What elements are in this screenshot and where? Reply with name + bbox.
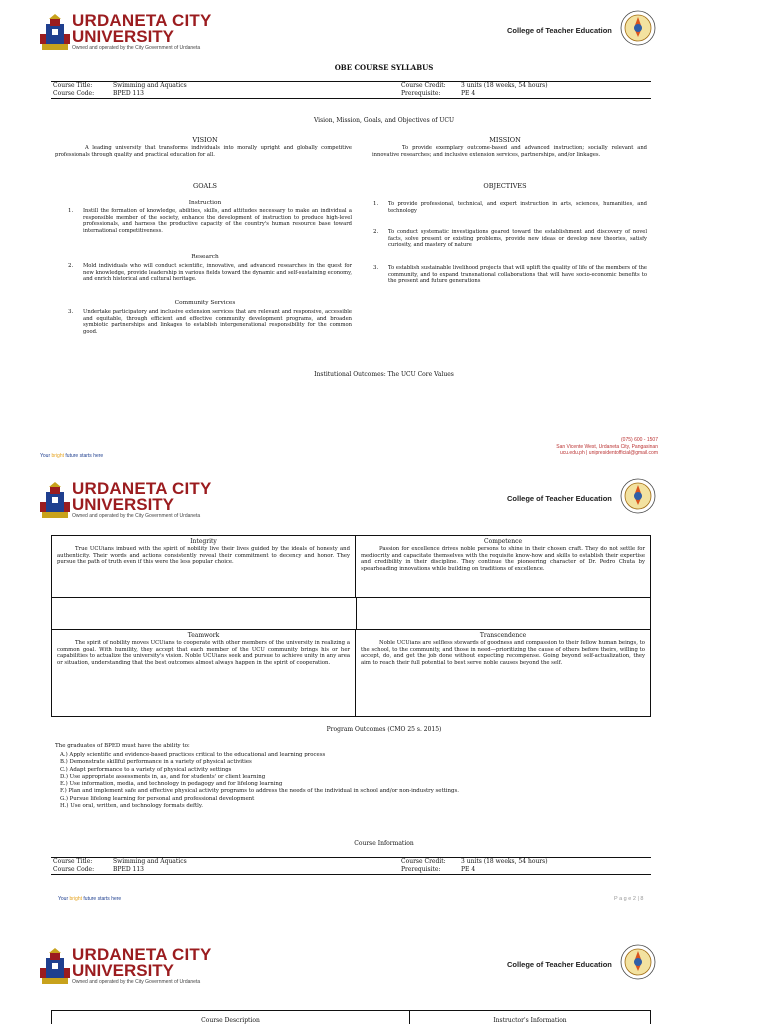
course-title-value: Swimming and Aquatics (113, 82, 187, 89)
vision-heading: VISION (192, 136, 218, 144)
course-info-table-2 (51, 857, 651, 875)
value-integrity (52, 536, 356, 598)
program-outcome-item: B.) Demonstrate skillful performance in a variety of physical activities (60, 759, 252, 766)
course-credit-value: 3 units (18 weeks, 54 hours) (461, 858, 548, 865)
program-outcome-item: H.) Use oral, written, and technology formats deftly. (60, 803, 203, 810)
course-code-label: Course Code: (53, 866, 95, 873)
course-code-value: BPED 113 (113, 90, 144, 97)
course-information-title: Course Information (354, 840, 414, 847)
footer-tagline: Your bright future starts here (58, 896, 122, 902)
tower-logo-icon (40, 14, 70, 52)
goal-3-text: Undertake participatory and inclusive extension services that are relevant and responsive, accessible and equitable, through efficient and effective community development programs, and broaden symbiotic partnerships and linkages to establish intergenerational responsibility for the common good. (83, 309, 352, 335)
college-seal-icon (620, 944, 656, 980)
program-outcome-item: A.) Apply scientific and evidence-based practices critical to the educational and learning process (60, 752, 326, 758)
course-credit-value: 3 units (18 weeks, 54 hours) (461, 82, 548, 89)
footer-contact-block (556, 437, 658, 457)
value-teamwork (52, 630, 356, 716)
university-name-line2: UNIVERSITY (72, 495, 175, 514)
course-title-label: Course Title: (53, 858, 93, 865)
university-name-line1: URDANETA CITY (72, 945, 212, 964)
page-header-3 (0, 944, 768, 992)
program-outcome-item: C.) Adapt performance to a variety of physical activity settings (60, 766, 232, 773)
program-outcome-item: E.) Use information, media, and technology in pedagogy and for lifelong learning (60, 781, 283, 788)
course-info-table (51, 81, 651, 99)
value-transcendence (356, 630, 650, 716)
footer-phone: (075) 600 - 1507 (621, 437, 658, 443)
course-title-label: Course Title: (53, 82, 93, 89)
goal-2-text: Mold individuals who will conduct scientific, innovative, and advanced researches in the quest for new knowledge, provide leadership in various fields toward the dynamic and self-sustaining economy, and enrich historical and cultural heritage. (83, 263, 352, 283)
tower-logo-icon (40, 948, 70, 986)
college-name: College of Teacher Education (507, 494, 612, 503)
tower-logo-icon (40, 482, 70, 520)
value-title: Transcendence (479, 632, 527, 639)
value-title: Competence (483, 538, 523, 545)
objective-1-text: To provide professional, technical, and expert instruction in arts, sciences, humanities, and technology (388, 201, 647, 214)
objective-3-number: 3. (373, 265, 379, 271)
program-outcome-item: G.) Pursue lifelong learning for personal and professional development (60, 795, 255, 802)
program-outcome-item: D.) Use appropriate assessments in, as, and for students' or client learning (60, 773, 266, 780)
course-credit-label: Course Credit: (401, 82, 446, 89)
value-title: Integrity (190, 538, 217, 545)
program-outcomes-list (60, 752, 459, 810)
goal-1-text: Instill the formation of knowledge, abilities, skills, and attitudes necessary to make an individual a responsible member of the society, enhance the development of instruction to produce high-level professionals, and harness the productive capacity of the country's human resource base toward international competitiveness. (83, 208, 352, 234)
core-values-table (51, 535, 651, 717)
objective-2-text: To conduct systematic investigations geared toward the establishment and discovery of novel facts, solve present or existing problems, provide new ideas or develop new theories, satisfy curiosity, and mastery of nature (388, 229, 647, 249)
college-name: College of Teacher Education (507, 26, 612, 35)
prerequisite-label: Prerequisite: (401, 866, 441, 873)
syllabus-title: OBE COURSE SYLLABUS (334, 63, 434, 72)
course-description-heading: Course Description (201, 1017, 260, 1024)
university-name-line1: URDANETA CITY (72, 11, 212, 30)
page-number: P a g e 2 | 8 (614, 896, 644, 902)
mission-heading: MISSION (489, 136, 521, 144)
goal-2-number: 2. (68, 263, 74, 269)
vision-text: A leading university that transforms individuals into morally upright and globally competitive professionals through quality and practical education for all. (55, 145, 352, 158)
university-logo (40, 478, 280, 526)
college-seal-icon (620, 478, 656, 514)
value-text: True UCUians imbued with the spirit of nobility live their lives guided by the ideals of honesty and authenticity. Their words and actions consistently reveal their commitment to decency and honor. They pursue the path of truth even if this were the less popular choice. (57, 546, 350, 566)
value-text: The spirit of nobility moves UCUians to cooperate with other members of the university in realizing a common goal. With humility, they accept that each member of the UCU community brings his or her capabilities to actualize the university's vision. Noble UCUians seek and pursue to achieve unity in any area or situation, understanding that the best outcomes almost always happen in the spirit of cooperation. (57, 640, 350, 666)
college-name: College of Teacher Education (507, 960, 612, 969)
footer-contact: ucu.edu.ph | unipresidentofficial@gmail.com (559, 450, 658, 456)
page-header-2 (0, 478, 768, 526)
university-logo (40, 10, 280, 58)
prerequisite-value: PE 4 (461, 866, 476, 873)
values-col-divider (356, 598, 357, 630)
objective-1-number: 1. (373, 201, 379, 207)
course-description-table (51, 1010, 651, 1024)
mission-text: To provide exemplary outcome-based and advanced instruction; socially relevant and innovative researches; and inclusive extension services, partnerships, and/or linkages. (372, 145, 647, 158)
value-competence (356, 536, 650, 598)
objectives-heading: OBJECTIVES (483, 182, 527, 190)
university-logo (40, 944, 280, 992)
footer-address: San Vicente West, Urdaneta City, Pangasinan (556, 443, 658, 450)
course-code-label: Course Code: (53, 90, 95, 97)
goal-community-subhead: Community Services (174, 300, 236, 306)
objective-2-number: 2. (373, 229, 379, 235)
college-seal-icon (620, 10, 656, 46)
page-header (0, 10, 768, 58)
university-tagline: Owned and operated by the City Government of Urdaneta (72, 979, 201, 985)
value-text: Noble UCUians are selfless stewards of goodness and compassion to their fellow human beings, to the school, to the community, and those in need—prioritizing the cause of others before theirs, willing to accept, do, and get the job done without expecting recompense. Going beyond self-actualization, they aim to reach their full potential to best serve noble causes beyond the self. (361, 640, 645, 666)
university-name-line2: UNIVERSITY (72, 27, 175, 46)
prerequisite-value: PE 4 (461, 90, 476, 97)
goal-instruction-subhead: Instruction (188, 200, 222, 206)
goal-3-number: 3. (68, 309, 74, 315)
institutional-outcomes-title: Institutional Outcomes: The UCU Core Values (314, 371, 454, 378)
footer-tagline: Your bright future starts here (40, 453, 104, 459)
values-row-divider (52, 598, 650, 630)
goal-1-number: 1. (68, 208, 74, 214)
program-outcomes-title: Program Outcomes (CMO 25 s. 2015) (326, 726, 442, 733)
goal-research-subhead: Research (191, 254, 219, 260)
prerequisite-label: Prerequisite: (401, 90, 441, 97)
university-name-line1: URDANETA CITY (72, 479, 212, 498)
value-text: Passion for excellence drives noble persons to shine in their chosen craft. They do not settle for mediocrity and capacitate themselves with the requisite know-how and skills to establish their expertise and credibility in their discipline. They continue the pioneering character of Dr. Pedro Chuta by spearheading innovations while building on traditions of excellence. (361, 546, 645, 572)
university-tagline: Owned and operated by the City Government of Urdaneta (72, 513, 201, 519)
goals-heading: GOALS (193, 182, 217, 190)
vmgo-title: Vision, Mission, Goals, and Objectives of UCU (313, 117, 455, 124)
program-outcomes-intro: The graduates of BPED must have the ability to: (55, 743, 190, 749)
course-title-value: Swimming and Aquatics (113, 858, 187, 865)
instructor-info-heading: Instructor's Information (493, 1017, 567, 1024)
university-name-line2: UNIVERSITY (72, 961, 175, 980)
value-title: Teamwork (187, 632, 220, 639)
university-tagline: Owned and operated by the City Government of Urdaneta (72, 45, 201, 51)
objective-3-text: To establish sustainable livelihood projects that will uplift the quality of life of the members of the community, and to expand transnational collaborations that will have socio-economic benefits to the present and future generations (388, 265, 647, 285)
program-outcome-item: F.) Plan and implement safe and effective physical activity programs to address the needs of the individual in school and/or non-industry settings. (60, 788, 459, 795)
course-credit-label: Course Credit: (401, 858, 446, 865)
course-code-value: BPED 113 (113, 866, 144, 873)
